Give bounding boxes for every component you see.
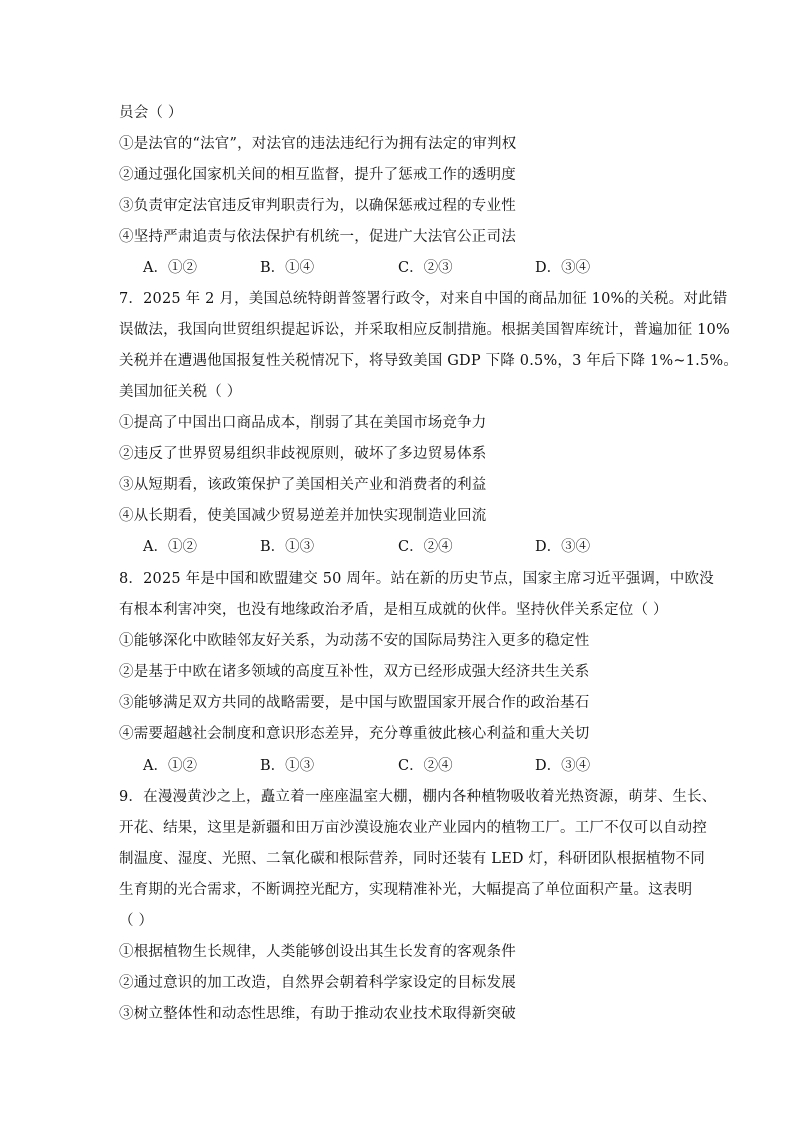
q6-item-4: ④坚持严肃追责与依法保护有机统一，促进广大法官公正司法 <box>119 229 516 245</box>
q6-option-a: A．①② <box>143 260 197 276</box>
q7-stem-line-4: 美国加征关税（ ） <box>119 384 242 400</box>
q8-stem-line-2: 有根本利害冲突，也没有地缘政治矛盾，是相互成就的伙伴。坚持伙伴关系定位（ ） <box>119 602 668 618</box>
q8-stem-line-1: 8．2025 年是中国和欧盟建交 50 周年。站在新的历史节点，国家主席习近平强调，中欧没 <box>119 571 714 587</box>
q6-item-2: ②通过强化国家机关间的相互监督，提升了惩戒工作的透明度 <box>119 167 516 183</box>
q8-option-b: B．①③ <box>260 758 315 774</box>
q9-item-2: ②通过意识的加工改造，自然界会朝着科学家设定的目标发展 <box>119 975 516 991</box>
q9-stem-line-3: 制温度、湿度、光照、二氧化碳和根际营养，同时还装有 LED 灯，科研团队根据植物不同 <box>119 851 705 867</box>
q6-option-c: C．②③ <box>398 260 453 276</box>
q9-stem-line-4: 生育期的光合需求，不断调控光配方，实现精准补光，大幅提高了单位面积产量。这表明 <box>119 882 693 898</box>
q8-item-2: ②是基于中欧在诸多领域的高度互补性，双方已经形成强大经济共生关系 <box>119 664 590 680</box>
q7-stem-line-3: 关税并在遭遇他国报复性关税情况下，将导致美国 GDP 下降 0.5%，3 年后下降 1%~1.5%。 <box>119 353 739 369</box>
q6-option-b: B．①④ <box>260 260 315 276</box>
q7-item-2: ②违反了世界贸易组织非歧视原则，破坏了多边贸易体系 <box>119 446 487 462</box>
q8-option-a: A．①② <box>143 758 197 774</box>
q7-item-1: ①提高了中国出口商品成本，削弱了其在美国市场竞争力 <box>119 415 487 431</box>
q6-stem-tail: 员会（ ） <box>119 105 183 121</box>
q7-option-b: B．①③ <box>260 539 315 555</box>
q8-option-c: C．②④ <box>398 758 453 774</box>
q7-option-c: C．②④ <box>398 539 453 555</box>
q8-option-d: D．③④ <box>535 758 591 774</box>
q9-item-1: ①根据植物生长规律，人类能够创设出其生长发育的客观条件 <box>119 944 516 960</box>
q7-option-a: A．①② <box>143 539 197 555</box>
q7-item-4: ④从长期看，使美国减少贸易逆差并加快实现制造业回流 <box>119 508 487 524</box>
q9-stem-line-1: 9．在漫漫黄沙之上，矗立着一座座温室大棚，棚内各种植物吸收着光热资源，萌芽、生长、 <box>119 789 717 805</box>
q8-item-1: ①能够深化中欧睦邻友好关系，为动荡不安的国际局势注入更多的稳定性 <box>119 633 590 649</box>
q9-item-3: ③树立整体性和动态性思维，有助于推动农业技术取得新突破 <box>119 1006 516 1022</box>
q7-stem-line-1: 7．2025 年 2 月，美国总统特朗普签署行政令，对来自中国的商品加征 10%的关税。对此错 <box>119 291 728 307</box>
q9-stem-line-5: （ ） <box>119 913 154 929</box>
q7-stem-line-2: 误做法，我国向世贸组织提起诉讼，并采取相应反制措施。根据美国智库统计，普遍加征 10% <box>119 322 730 338</box>
q6-option-d: D．③④ <box>535 260 591 276</box>
q6-item-3: ③负责审定法官违反审判职责行为，以确保惩戒过程的专业性 <box>119 198 516 214</box>
q8-item-3: ③能够满足双方共同的战略需要，是中国与欧盟国家开展合作的政治基石 <box>119 695 590 711</box>
q8-item-4: ④需要超越社会制度和意识形态差异，充分尊重彼此核心利益和重大关切 <box>119 726 590 742</box>
q7-options <box>143 537 663 557</box>
q9-stem-line-2: 开花、结果，这里是新疆和田万亩沙漠设施农业产业园内的植物工厂。工厂不仅可以自动控 <box>119 820 707 836</box>
q7-item-3: ③从短期看，该政策保护了美国相关产业和消费者的利益 <box>119 477 487 493</box>
q8-options <box>143 756 663 776</box>
q6-item-1: ①是法官的“法官”，对法官的违法违纪行为拥有法定的审判权 <box>119 136 517 152</box>
q7-option-d: D．③④ <box>535 539 591 555</box>
q6-options <box>143 258 663 278</box>
